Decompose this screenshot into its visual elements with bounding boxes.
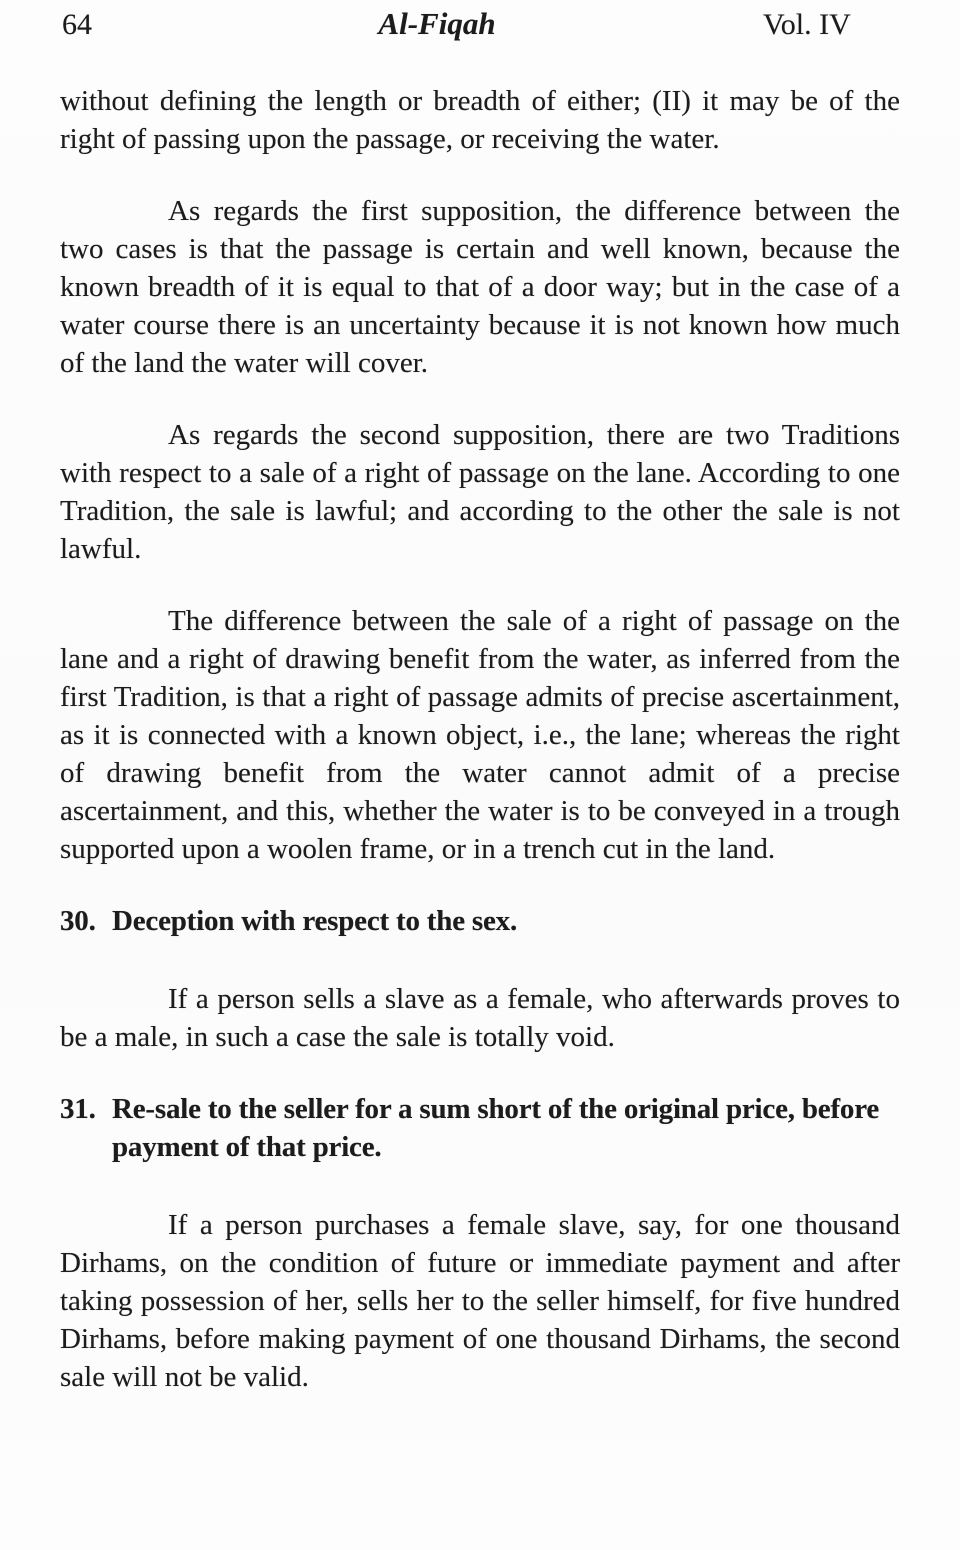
body-paragraph: As regards the second supposition, there are two Traditions with respect to a sale of a right of passage on the lane. According to one Tradition, the sale is lawful; and according to the other the sale is not lawful.: [60, 419, 900, 565]
page-number: 64: [62, 8, 92, 41]
page-header: [0, 0, 960, 48]
section-heading: [60, 902, 900, 940]
body-paragraph: As regards the first supposition, the difference between the two cases is that the passage is certain and well known, because the known breadth of it is equal to that of a door way; but in the case of a water course there is an uncertainty because it is not known how much of the land the water will cover.: [60, 195, 900, 379]
section-number: 30.: [60, 905, 96, 937]
section-title: Deception with respect to the sex.: [112, 905, 518, 937]
page-body: [60, 82, 900, 1430]
section-number: 31.: [60, 1093, 96, 1125]
section-heading: [60, 1090, 900, 1166]
body-paragraph: If a person sells a slave as a female, who afterwards proves to be a male, in such a case the sale is totally void.: [60, 983, 900, 1053]
volume-label: Vol. IV: [763, 8, 851, 41]
body-paragraph: If a person purchases a female slave, say, for one thousand Dirhams, on the condition of future or immediate payment and after taking possession of her, sells her to the seller himself, for five hundred Dirhams, before making payment of one thousand Dirhams, the second sale will not be valid.: [60, 1209, 900, 1393]
body-paragraph: The difference between the sale of a right of passage on the lane and a right of drawing benefit from the water, as inferred from the first Tradition, is that a right of passage admits of precise ascertainment, as it is connected with a known object, i.e., the lane; whereas the right of drawing benefit from the water cannot admit of a precise ascertainment, and this, whether the water is to be conveyed in a trough supported upon a woolen frame, or in a trench cut in the land.: [60, 605, 900, 865]
section-title: Re-sale to the seller for a sum short of the original price, before payment of that price.: [112, 1093, 880, 1163]
body-paragraph: without defining the length or breadth of either; (II) it may be of the right of passing upon the passage, or receiving the water.: [60, 85, 900, 155]
book-title: Al-Fiqah: [378, 6, 496, 41]
